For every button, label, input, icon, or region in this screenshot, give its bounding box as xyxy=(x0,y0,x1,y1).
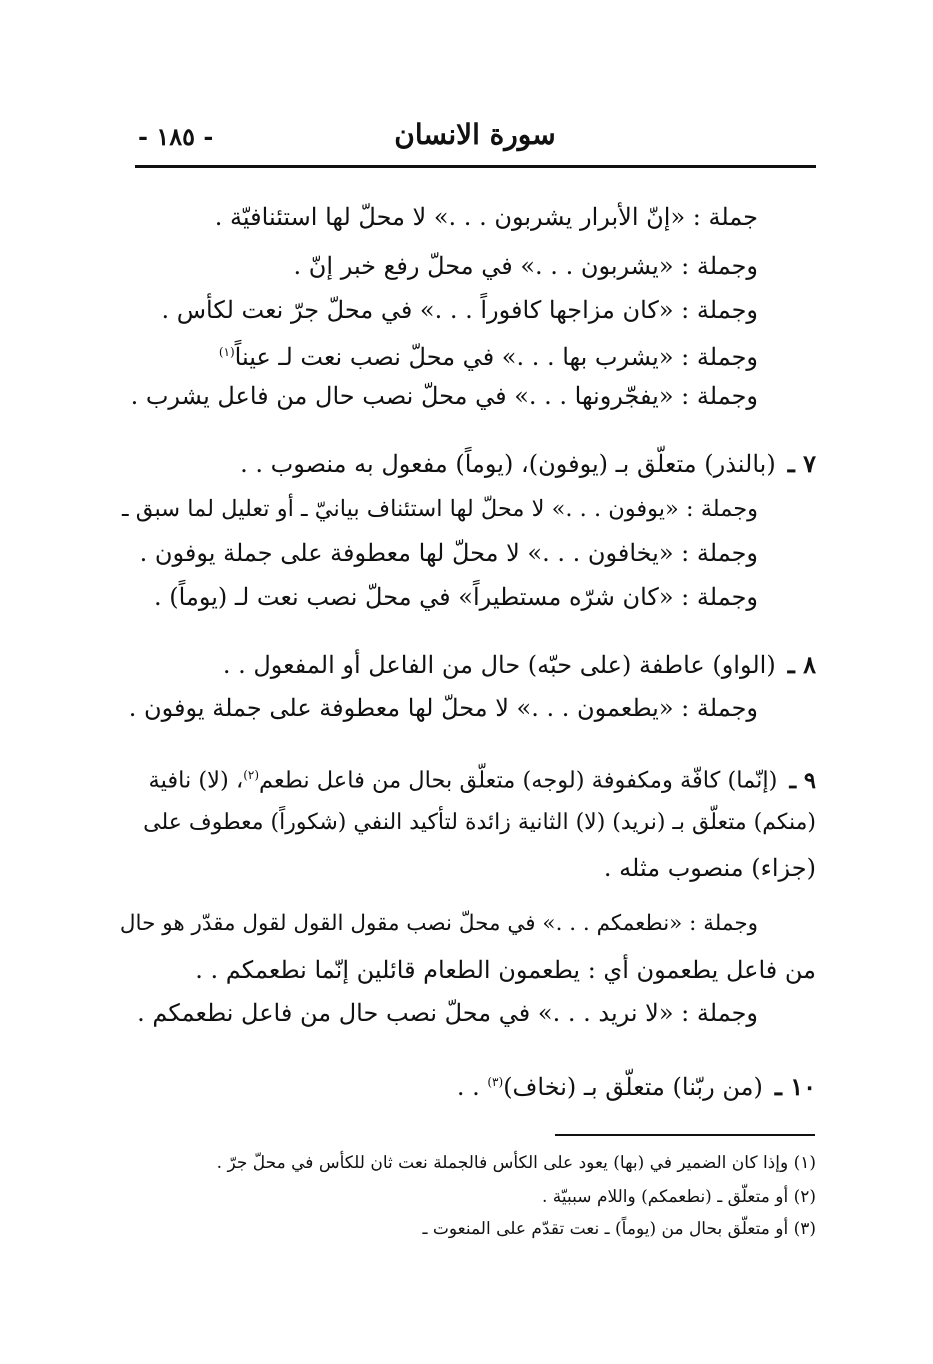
footnote-marker: (٢) xyxy=(243,768,260,782)
text-line: وجملة : «يوفون . . .» لا محلّ لها استئناف بيانيّ ـ أو تعليل لما سبق ـ xyxy=(121,496,758,522)
text-line: (جزاء) منصوب مثله . xyxy=(603,854,816,882)
text-line: وجملة : «كان شرّه مستطيراً» في محلّ نصب نعت لـ (يوماً) . xyxy=(154,583,758,611)
item-number: ٩ ـ xyxy=(789,767,816,794)
text-line: من فاعل يطعمون أي : يطعمون الطعام قائلين إنّما نطعمكم . . xyxy=(195,956,816,984)
text-segment: (بالنذر) متعلّق بـ (يوفون)، (يوماً) مفعول به منصوب . . xyxy=(240,450,776,478)
text-segment: وجملة : «يشرب بها . . .» في محلّ نصب نعت لـ عيناً xyxy=(234,343,758,371)
page-number: - ١٨٥ - xyxy=(138,122,214,151)
text-line: وجملة : «يطعمون . . .» لا محلّ لها معطوفة على جملة يوفون . xyxy=(128,694,758,722)
text-line xyxy=(219,337,758,372)
text-line: وجملة : «لا نريد . . .» في محلّ نصب حال من فاعل نطعمكم . xyxy=(137,999,758,1027)
text-line: وجملة : «يشربون . . .» في محلّ رفع خبر إنّ . xyxy=(293,252,758,280)
text-line: وجملة : «يفجّرونها . . .» في محلّ نصب حال من فاعل يشرب . xyxy=(130,382,758,410)
footnote: (١) وإذا كان الضمير في (بها) يعود على الكأس فالجملة نعت ثان للكأس في محلّ جرّ . xyxy=(216,1153,816,1173)
text-line: (منكم) متعلّق بـ (نريد) (لا) الثانية زائدة لتأكيد النفي (شكوراً) معطوف على xyxy=(143,810,816,835)
text-line: جملة : «إنّ الأبرار يشربون . . .» لا محلّ لها استئنافيّة . xyxy=(214,203,758,231)
footnote: (٢) أو متعلّق ـ (نطعمكم) واللام سببيّة . xyxy=(541,1187,816,1207)
footnote-divider xyxy=(555,1134,815,1136)
footnote-marker: (١) xyxy=(218,345,235,359)
item-7-line xyxy=(240,449,816,479)
text-segment: (من ربّنا) متعلّق بـ (نخاف) xyxy=(503,1073,763,1101)
item-10-line xyxy=(457,1067,816,1102)
text-segment: (الواو) عاطفة (على حبّه) حال من الفاعل أو المفعول . . xyxy=(222,651,776,679)
item-number: ١٠ ـ xyxy=(774,1072,816,1101)
item-9-line xyxy=(149,760,816,796)
footnote: (٣) أو متعلّق بحال من (يوماً) ـ نعت تقدّم على المنعوت ـ xyxy=(422,1219,816,1239)
header-divider xyxy=(135,165,816,168)
item-8-line xyxy=(223,650,816,680)
item-number: ٧ ـ xyxy=(787,449,816,478)
item-number: ٨ ـ xyxy=(787,650,816,679)
text-segment: (إنّما) كافّة ومكفوفة (لوجه) متعلّق بحال من فاعل نطعم xyxy=(259,767,778,794)
text-segment: . . xyxy=(456,1073,488,1101)
text-segment: ، (لا) نافية xyxy=(148,767,244,794)
text-line: وجملة : «كان مزاجها كافوراً . . .» في محلّ جرّ نعت لكأس . xyxy=(161,296,758,324)
text-line: وجملة : «يخافون . . .» لا محلّ لها معطوفة على جملة يوفون . xyxy=(139,539,758,567)
text-line: وجملة : «نطعمكم . . .» في محلّ نصب مقول القول لقول مقدّر هو حال xyxy=(119,911,758,936)
page-title: سورة الانسان xyxy=(394,118,556,151)
footnote-marker: (٣) xyxy=(487,1075,504,1089)
